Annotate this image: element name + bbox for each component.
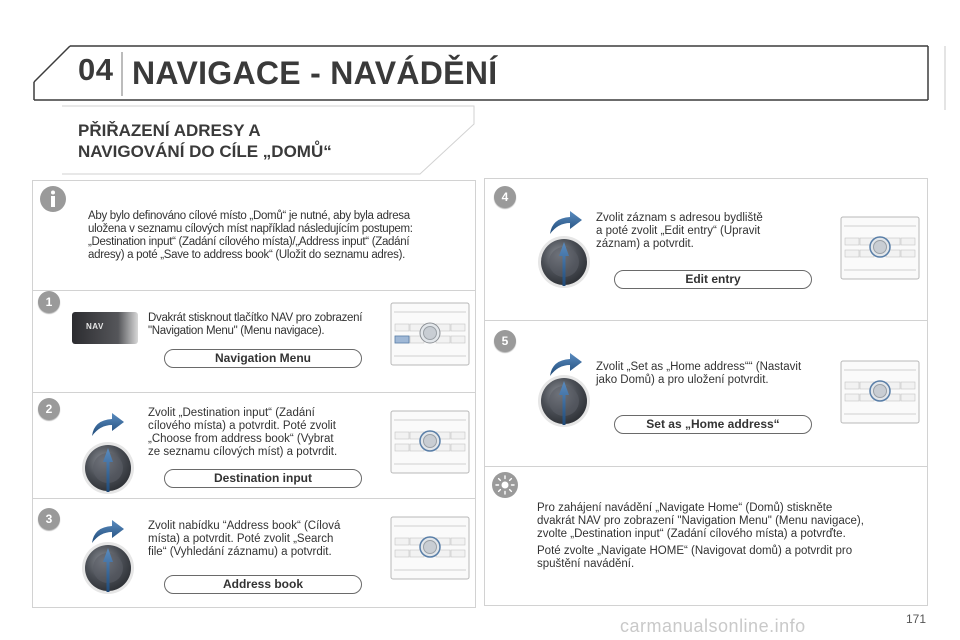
step-2-text: Zvolit „Destination input“ (Zadání cílového místa) a potvrdit. Poté zvolit „Choose from address book“ (Vybrat ze seznamu cílových míst) a potvrdit. bbox=[148, 407, 338, 458]
radio-panel-image bbox=[390, 410, 470, 474]
divider bbox=[32, 392, 476, 393]
section-title bbox=[78, 120, 332, 162]
radio-panel-image bbox=[390, 516, 470, 580]
step-4-badge: 4 bbox=[494, 186, 516, 208]
section-title-line1: PŘIŘAZENÍ ADRESY A bbox=[78, 121, 261, 140]
chapter-title: NAVIGACE - NAVÁDĚNÍ bbox=[132, 55, 498, 91]
radio-panel-image bbox=[840, 216, 920, 280]
step-3-badge: 3 bbox=[38, 508, 60, 530]
section-title-line2: NAVIGOVÁNÍ DO CÍLE „DOMŮ“ bbox=[78, 142, 332, 161]
info-icon bbox=[38, 184, 68, 214]
rotary-dial-icon bbox=[80, 440, 136, 496]
step-5-badge: 5 bbox=[494, 330, 516, 352]
watermark: carmanualsonline.info bbox=[620, 616, 806, 636]
edit-entry-button[interactable]: Edit entry bbox=[614, 270, 812, 289]
step-4-text: Zvolit záznam s adresou bydliště a poté zvolit „Edit entry“ (Upravit záznam) a potvrdit. bbox=[596, 212, 763, 250]
chapter-number: 04 bbox=[78, 52, 114, 87]
divider bbox=[484, 466, 928, 467]
divider bbox=[32, 498, 476, 499]
radio-panel-image bbox=[840, 360, 920, 424]
rotary-dial-icon bbox=[80, 540, 136, 596]
nav-button-icon bbox=[72, 312, 138, 344]
rotary-dial-icon bbox=[536, 373, 592, 429]
navigation-menu-button[interactable]: Navigation Menu bbox=[164, 349, 362, 368]
step-1-text: Dvakrát stisknout tlačítko NAV pro zobrazení "Navigation Menu" (Menu navigace). bbox=[148, 312, 363, 337]
sun-tip-icon bbox=[490, 470, 520, 500]
step-1-badge: 1 bbox=[38, 291, 60, 313]
radio-panel-image bbox=[390, 302, 470, 366]
divider bbox=[484, 320, 928, 321]
rotate-arrow-icon bbox=[546, 208, 586, 236]
nav-button-label: NAV bbox=[86, 322, 104, 331]
divider bbox=[32, 290, 476, 291]
step-3-text: Zvolit nabídku “Address book“ (Cílová místa) a potvrdit. Poté zvolit „Search file“ (Vyhledání záznamu) a potvrdit. bbox=[148, 520, 341, 558]
rotary-dial-icon bbox=[536, 234, 592, 290]
page-number: 171 bbox=[905, 612, 926, 626]
rotate-arrow-icon bbox=[88, 410, 128, 438]
address-book-button[interactable]: Address book bbox=[164, 575, 362, 594]
step-5-text: Zvolit „Set as „Home address““ (Nastavit jako Domů) a pro uložení potvrdit. bbox=[596, 361, 802, 386]
set-as-home-address-button[interactable]: Set as „Home address“ bbox=[614, 415, 812, 434]
info-text: Aby bylo definováno cílové místo „Domů“ je nutné, aby byla adresa uložena v seznamu cílových míst například následujícím postupem: „Destination input“ (Zadání cílového místa)/„Address input“ (Zadání adresy) a poté „Save to address book“ (Uložit do seznamu adres). bbox=[88, 210, 413, 261]
tip-text: Pro zahájení navádění „Navigate Home“ (Domů) stiskněte dvakrát NAV pro zobrazení "Navigation Menu" (Menu navigace), zvolte „Destination input“ (Zadání cílového místa) a potvrďte. Poté zvolte „Navigate HOME“ (Navigovat domů) a potvrdit pro spuštění navádění. bbox=[537, 502, 864, 570]
destination-input-button[interactable]: Destination input bbox=[164, 469, 362, 488]
step-2-badge: 2 bbox=[38, 398, 60, 420]
